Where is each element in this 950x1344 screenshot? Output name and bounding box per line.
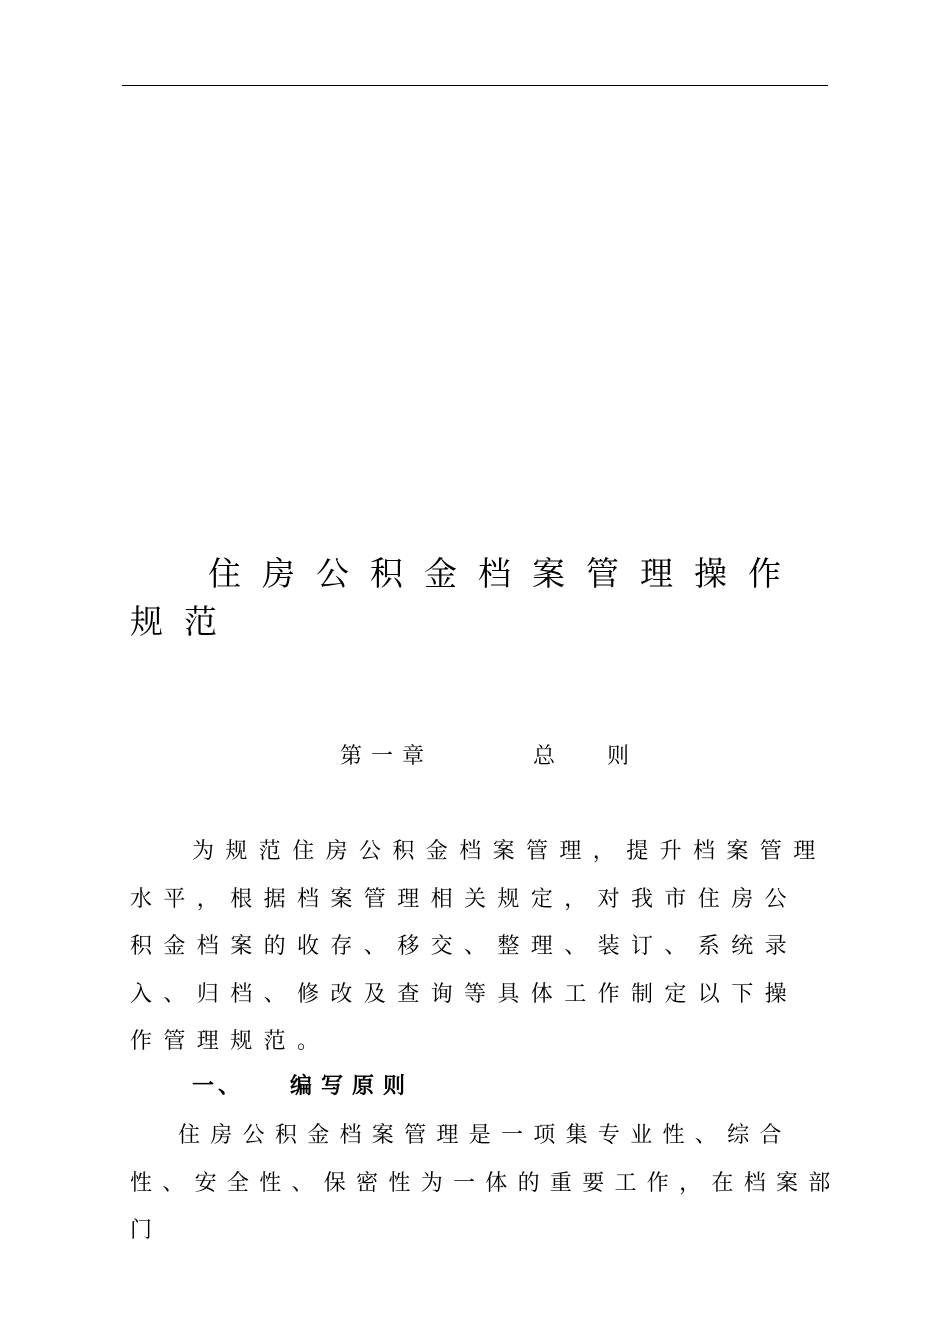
body-paragraph: 住房公积金档案管理是一项集专业性、综合性、安全性、保密性为一体的重要工作，在档案部门 [130, 1123, 841, 1243]
section-number: 一、 [192, 1074, 245, 1099]
document-title: 住房公积金档案管理操作规范 [130, 554, 802, 641]
chapter-name: 总则 [533, 744, 682, 769]
section-title: 编写原则 [290, 1074, 415, 1099]
header-rule [122, 85, 828, 86]
intro-paragraph: 为规范住房公积金档案管理，提升档案管理水平，根据档案管理相关规定，对我市住房公积金档案的收存、移交、整理、装订、系统录入、归档、修改及查询等具体工作制定以下操作管理规范。 [130, 839, 827, 1054]
chapter-number: 第一章 [340, 744, 434, 769]
